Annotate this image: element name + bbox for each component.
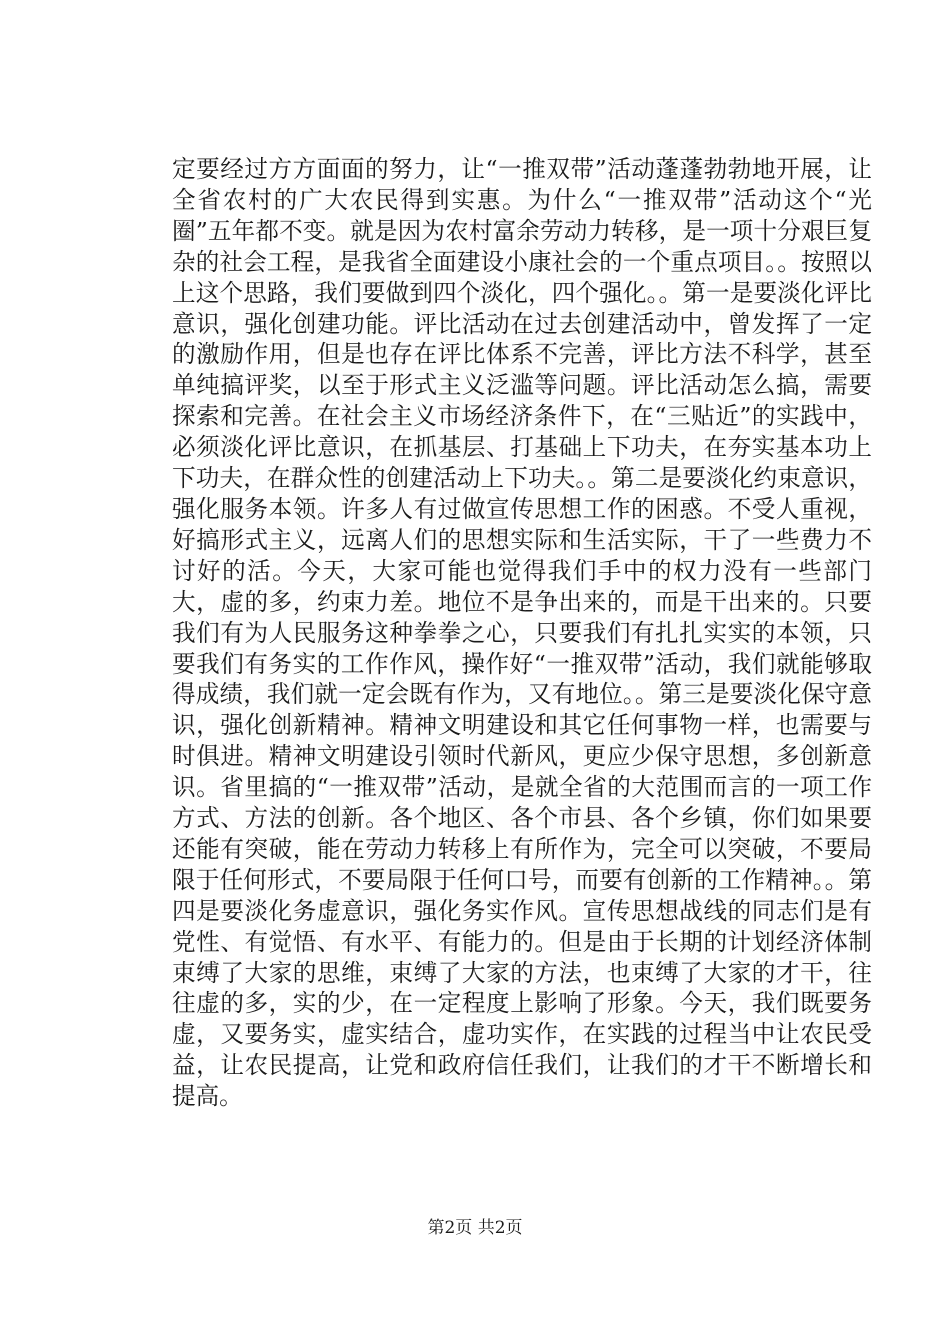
page-number: 第2页 共2页 [427, 1218, 523, 1238]
body-paragraph: 定要经过方方面面的努力，让“一推双带”活动蓬蓬勃勃地开展，让全省农村的广大农民得到实惠。为什么“一推双带”活动这个“光圈”五年都不变。就是因为农村富余劳动力转移，是一项十分艰巨复杂的社会工程，是我省全面建设小康社会的一个重点项目。。按照以上这个思路，我们要做到四个淡化，四个强化。。第一是要淡化评比意识，强化创建功能。评比活动在过去创建活动中，曾发挥了一定的激励作用，但是也存在评比体系不完善，评比方法不科学，甚至单纯搞评奖，以至于形式主义泛滥等问题。评比活动怎么搞，需要探索和完善。在社会主义市场经济条件下，在“三贴近”的实践中，必须淡化评比意识，在抓基层、打基础上下功夫，在夯实基本功上下功夫，在群众性的创建活动上下功夫。。第二是要淡化约束意识，强化服务本领。许多人有过做宣传思想工作的困惑。不受人重视，好搞形式主义，远离人们的思想实际和生活实际，干了一些费力不讨好的活。今天，大家可能也觉得我们手中的权力没有一些部门大，虚的多，约束力差。地位不是争出来的，而是干出来的。只要我们有为人民服务这种拳拳之心，只要我们有扎扎实实的本领，只要我们有务实的工作作风，操作好“一推双带”活动，我们就能够取得成绩，我们就一定会既有作为，又有地位。。第三是要淡化保守意识，强化创新精神。精神文明建设和其它任何事物一样，也需要与时俱进。精神文明建设引领时代新风，更应少保守思想，多创新意识。省里搞的“一推双带”活动，是就全省的大范围而言的一项工作方式、方法的创新。各个地区、各个市县、各个乡镇，你们如果要还能有突破，能在劳动力转移上有所作为，完全可以突破，不要局限于任何形式，不要局限于任何口号，而要有创新的工作精神。。第四是要淡化务虚意识，强化务实作风。宣传思想战线的同志们是有党性、有觉悟、有水平、有能力的。但是由于长期的计划经济体制束缚了大家的思维，束缚了大家的方法，也束缚了大家的才干，往往虚的多，实的少，在一定程度上影响了形象。今天，我们既要务虚，又要务实，虚实结合，虚功实作，在实践的过程当中让农民受益，让农民提高，让党和政府信任我们，让我们的才干不断增长和提高。 [172, 155, 872, 1111]
